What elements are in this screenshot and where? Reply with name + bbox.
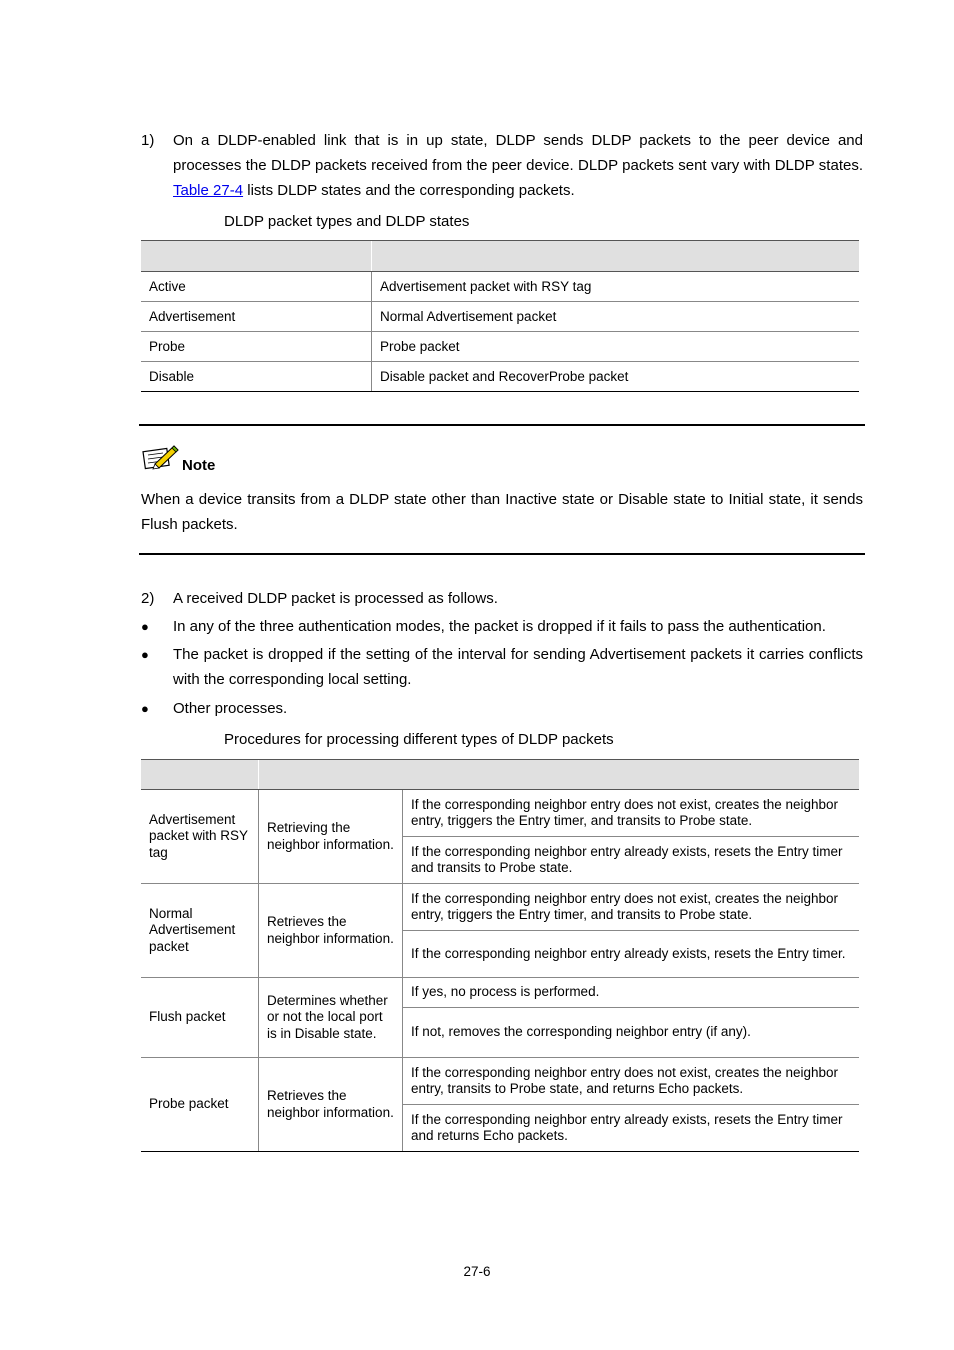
paragraph-text: A received DLDP packet is processed as follows.: [173, 590, 498, 607]
process-cell: Retrieves the neighbor information.: [259, 884, 403, 978]
detail-cell: If the corresponding neighbor entry does not exist, creates the neighbor entry, triggers the Entry timer, and transits to Probe state.: [403, 884, 860, 931]
detail-cell: If the corresponding neighbor entry does not exist, creates the neighbor entry, triggers the Entry timer, and transits to Probe state.: [403, 790, 860, 837]
table-row: [141, 302, 859, 332]
detail-cell: If not, removes the corresponding neighbor entry (if any).: [403, 1008, 860, 1058]
paragraph-1: [141, 128, 863, 203]
process-cell: Retrieves the neighbor information.: [259, 1058, 403, 1152]
state-cell: Probe: [141, 332, 372, 362]
note-label: Note: [182, 457, 216, 474]
page-number: 27-6: [463, 1264, 491, 1279]
paragraph-text: On a DLDP-enabled link that is in up state, DLDP sends DLDP packets to the peer device and processes the DLDP packets received from the peer device. DLDP packets sent vary with DLDP states.: [173, 132, 863, 174]
note-text: When a device transits from a DLDP state other than Inactive state or Disable state to Initial state, it sends Flush packets.: [141, 491, 863, 533]
packet-type-cell: Advertisement packet with RSY tag: [141, 790, 259, 884]
header-cell: [141, 241, 372, 272]
table1-caption: DLDP packet types and DLDP states: [224, 213, 470, 230]
paragraph-text-tail: lists DLDP states and the corresponding packets.: [247, 182, 575, 199]
dldp-states-table: [141, 240, 859, 392]
bullet-dot: ●: [141, 619, 149, 634]
detail-cell: If yes, no process is performed.: [403, 978, 860, 1008]
bullet-item: Other processes.: [173, 700, 288, 717]
detail-cell: If the corresponding neighbor entry already exists, resets the Entry timer and transits to Probe state.: [403, 837, 860, 884]
table-row: [141, 978, 859, 1008]
header-cell: [372, 241, 860, 272]
state-cell: Active: [141, 272, 372, 302]
table-row: [141, 362, 859, 392]
table-row: [141, 332, 859, 362]
header-cell: [141, 760, 259, 790]
packet-cell: Advertisement packet with RSY tag: [372, 272, 860, 302]
state-cell: Advertisement: [141, 302, 372, 332]
table-row: [141, 272, 859, 302]
bullet-dot: ●: [141, 701, 149, 716]
table-header-row: [141, 760, 859, 790]
list-number: 1): [141, 132, 155, 149]
table-header-row: [141, 241, 859, 272]
note-bottom-rule: [139, 553, 865, 555]
table-row: [141, 790, 859, 837]
packet-type-cell: Probe packet: [141, 1058, 259, 1152]
note-pencil-icon: [141, 443, 181, 471]
bullet-item: In any of the three authentication modes, the packet is dropped if it fails to pass the authentication.: [173, 618, 826, 635]
packet-cell: Probe packet: [372, 332, 860, 362]
process-cell: Determines whether or not the local port is in Disable state.: [259, 978, 403, 1058]
state-cell: Disable: [141, 362, 372, 392]
table-row: [141, 1058, 859, 1105]
paragraph-2: [141, 586, 863, 611]
list-number: 2): [141, 590, 155, 607]
process-cell: Retrieving the neighbor information.: [259, 790, 403, 884]
packet-cell: Disable packet and RecoverProbe packet: [372, 362, 860, 392]
bullet-dot: ●: [141, 647, 149, 662]
table2-caption: Procedures for processing different types of DLDP packets: [224, 731, 614, 748]
packet-cell: Normal Advertisement packet: [372, 302, 860, 332]
table-row: [141, 884, 859, 931]
detail-cell: If the corresponding neighbor entry already exists, resets the Entry timer and returns Echo packets.: [403, 1105, 860, 1152]
packet-type-cell: Normal Advertisement packet: [141, 884, 259, 978]
header-cell: [259, 760, 860, 790]
table-link[interactable]: Table 27-4: [173, 182, 244, 199]
detail-cell: If the corresponding neighbor entry already exists, resets the Entry timer.: [403, 931, 860, 978]
packet-processing-table: [141, 759, 859, 1152]
bullet-item: The packet is dropped if the setting of the interval for sending Advertisement packets it carries conflicts with the corresponding local setting.: [173, 646, 863, 688]
detail-cell: If the corresponding neighbor entry does not exist, creates the neighbor entry, transits to Probe state, and returns Echo packets.: [403, 1058, 860, 1105]
note-top-rule: [139, 424, 865, 426]
packet-type-cell: Flush packet: [141, 978, 259, 1058]
